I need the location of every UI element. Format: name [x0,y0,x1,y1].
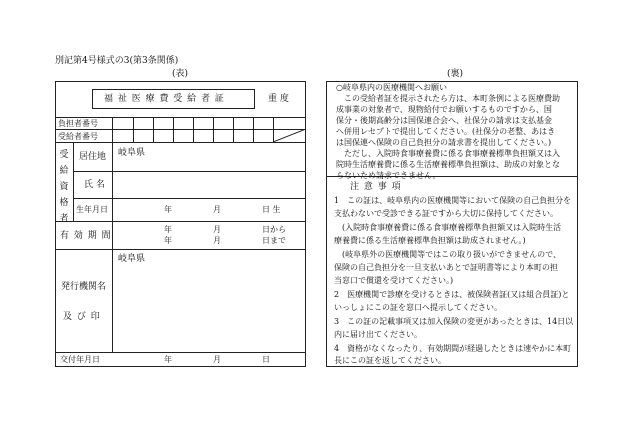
issuer-value: 岐阜県 [118,254,146,264]
issue-date-year: 年 [164,355,172,364]
recipient-qualified-label: 受 給 資 格 者 [59,150,69,224]
issue-date-day: 日 [262,355,270,364]
notes-title: 注 意 事 項 [350,182,402,192]
card-title: 福 祉 医 療 費 受 給 者 証 [104,94,225,104]
issue-date-month: 月 [213,355,221,364]
severity-label: 重 度 [268,94,289,104]
address-value: 岐阜県 [118,148,146,158]
validity-from-year: 年 [164,225,172,234]
issuer-label: 発行機関名 [61,282,107,292]
validity-to-month: 月 [213,236,221,245]
address-label: 居住地 [79,152,107,162]
recipient-number-label: 受給者番号 [58,132,98,141]
validity-to-year: 年 [164,236,172,245]
front-side-label: (表) [172,69,189,79]
payer-number-label: 負担者番号 [58,119,98,128]
validity-to-day: 日まで [262,236,286,245]
back-side-label: (裏) [447,69,464,79]
birthdate-year: 年 [164,205,172,214]
validity-label: 有 効 期 間 [60,231,112,241]
birthdate-day: 日 生 [262,205,281,214]
diagonal-strike [273,129,306,142]
validity-from-day: 日から [262,225,286,234]
form-reference: 別記第4号様式の3(第3条関係) [55,56,179,66]
seal-label: 及 び 印 [63,312,101,322]
birthdate-label: 生年月日 [76,205,108,214]
birthdate-month: 月 [213,205,221,214]
issue-date-label: 交付年月日 [60,355,100,364]
name-label: 氏 名 [84,180,105,190]
validity-from-month: 月 [213,225,221,234]
